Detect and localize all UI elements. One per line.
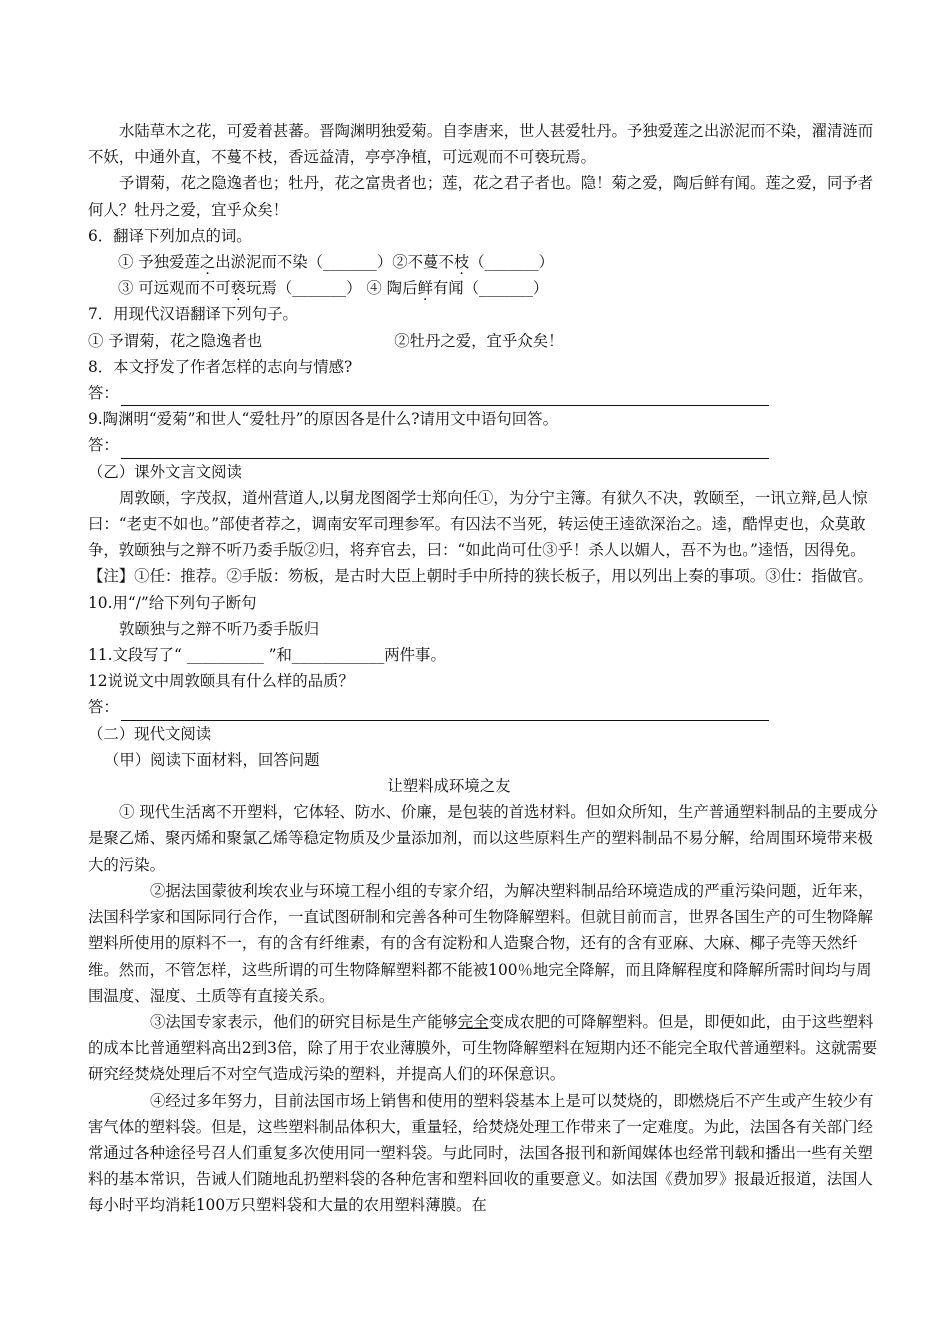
article-p2: ②据法国蒙彼利埃农业与环境工程小组的专家介绍，为解决塑料制品给环境造成的严重污染问题，近年来，法国科学家和国际同行合作，一直试图研制和完善各种可生物降解塑料。但就目前而言，世界各国生产的可生物降解塑料所使用的原料不一，有的含有纤维素，有的含有淀粉和人造聚合物，还有的含有亚麻、大麻、椰子壳等天然纤维。然而，不管怎样，这些所谓的可生物降解塑料都不能被100％地完全降解，而且降解程度和降解所需时间均与周围温度、湿度、土质等有直接关系。 [88,881,874,1005]
q12-stem: 12说说文中周敦颐具有什么样的品质？ [88,672,354,691]
article-p3: ③法国专家表示，他们的研究目标是生产能够完全变成农肥的可降解塑料。但是，即便如此，由于这些塑料的成本比普通塑料高出2到3倍，除了用于农业薄膜外，可生物降解塑料在短期内还不能完全取代普通塑料。这就需要研究经焚烧处理后不对空气造成污染的塑料，并提高人们的环保意识。 [88,1012,878,1084]
document-page [88,118,880,1219]
section-2-heading: （二）现代文阅读 [88,724,212,743]
q7-sentences: ① 予谓菊，花之隐逸者也 ②牡丹之爱，宜乎众矣！ [88,331,564,350]
section-b-passage: 周敦颐，字茂叔，道州营道人,以舅龙图阁学士郑向任①，为分宁主簿。有狱久不决，敦颐至，一讯立辩,邑人惊曰：“老吏不如也。”部使者荐之，调南安军司理参军。有囚法不当死，转运使王逵欲深治之。逵，酷悍吏也，众莫敢争，敦颐独与之辩不听乃委手版②归，将弃官去，曰：“如此尚可仕③乎！杀人以媚人，吾不为也。”逵悟，因得免。 [88,488,868,560]
q7-stem: 7．用现代汉语翻译下列句子。 [88,305,298,324]
q11: 11.文段写了“ __________ ”和____________两件事。 [88,646,446,665]
passage-a-p1: 水陆草木之花，可爱着甚蕃。晋陶渊明独爱菊。自李唐来，世人甚爱牡丹。予独爱莲之出淤泥而不染，濯清涟而不妖，中通外直，不蔓不枝，香远益清，亭亭净植，可远观而不可亵玩焉。 [88,122,874,167]
q12-answer-line: 答： [88,694,880,720]
q9-answer-line: 答： [88,432,880,458]
section-2-sub: （甲）阅读下面材料，回答问题 [104,750,320,769]
q8-answer-line: 答： [88,380,880,406]
article-p4: ④经过多年努力，目前法国市场上销售和使用的塑料袋基本上是可以焚烧的，即燃烧后不产生或产生较少有害气体的塑料袋。但是，这些塑料制品体积大，重量轻，给焚烧处理工作带来了一定难度。为此，法国各有关部门经常通过各种途径号召人们重复多次使用同一塑料袋。与此同时，法国各报刊和新闻媒体也经常刊载和播出一些有关塑料的基本常识，告诫人们随地乱扔塑料袋的各种危害和塑料回收的重要意义。如法国《费加罗》报最近报道，法国人每小时平均消耗100万只塑料袋和大量的农用塑料薄膜。在 [88,1091,874,1215]
q10-sentence: 敦颐独与之辩不听乃委手版归 [119,619,320,638]
article-title: 让塑料成环境之友 [387,777,511,796]
q6-row2: ③ 可远观而不可亵玩焉（_______） ④ 陶后鲜有闻（_______） [118,279,549,298]
section-b-heading: （乙）课外文言文阅读 [88,462,242,481]
article-p1: ① 现代生活离不开塑料，它体轻、防水、价廉，是包装的首选材料。但如众所知，生产普通塑料制品的主要成分是聚乙烯、聚丙烯和聚氯乙烯等稳定物质及少量添加剂，而以这些原料生产的塑料制品不易分解，给周围环境带来极大的污染。 [88,803,879,874]
q6-stem: 6．翻译下列加点的词。 [88,226,252,245]
q9-stem: 9.陶渊明“爱菊”和世人“爱牡丹”的原因各是什么?请用文中语句回答。 [88,410,558,429]
q8-stem: 8．本文抒发了作者怎样的志向与情感? [88,357,353,376]
q10-stem: 10.用“/”给下列句子断句 [88,593,257,612]
q6-row1: ① 予独爱莲之出淤泥而不染（_______）②不蔓不枝（_______） [118,253,554,272]
passage-a-p2: 予谓菊，花之隐逸者也；牡丹，花之富贵者也；莲，花之君子者也。隐！菊之爱，陶后鲜有闻。莲之爱，同予者何人？牡丹之爱，宜乎众矣！ [88,174,874,219]
section-b-note: 【注】①任：推荐。②手版：笏板，是古时大臣上朝时手中所持的狭长板子，用以列出上奏的事项。③仕：指做官。 [88,567,873,586]
